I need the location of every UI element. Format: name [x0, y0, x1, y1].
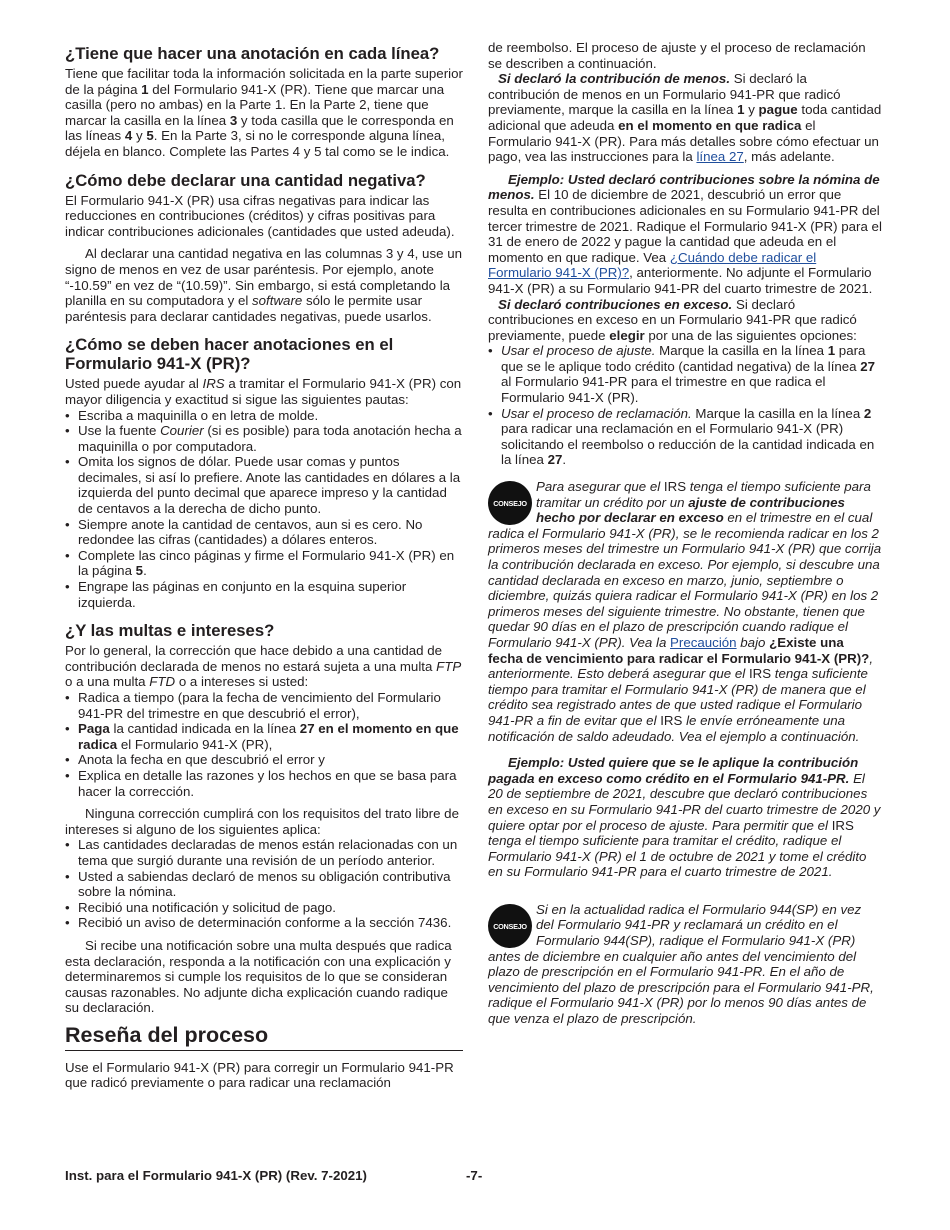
footer-form-reference: Inst. para el Formulario 941-X (PR) (Rev. 7-2021) [65, 1168, 367, 1183]
list-item: • Radica a tiempo (para la fecha de vencimiento del Formulario 941-PR del trimestre en que descubrió el error), [65, 690, 441, 721]
list-item: • Engrape las páginas en conjunto en la esquina superior izquierda. [65, 579, 407, 610]
link-cuando-debe-radicar[interactable]: ¿Cuándo debe radicar el Formulario 941-X (PR)? [488, 249, 817, 281]
list-item: • Explica en detalle las razones y los hechos en que se basa para hacer la corrección. [65, 767, 457, 799]
heading-cantidad-negativa: ¿Cómo debe declarar una cantidad negativa? [65, 170, 426, 190]
list-item: • Usted a sabiendas declaró de menos su obligación contributiva sobre la nómina. [65, 868, 451, 900]
page-number: -7- [466, 1168, 483, 1183]
tip-note [488, 902, 882, 1027]
list-item: • Recibió una notificación y solicitud de pago. [65, 899, 336, 915]
list-item: • Complete las cinco páginas y firme el Formulario 941-X (PR) en la página 5. [65, 547, 455, 579]
divider [65, 1050, 463, 1051]
list-item: • Use la fuente Courier (si es posible) para toda anotación hecha a maquinilla o por computadora. [65, 423, 462, 454]
tip-text: Para asegurar que el IRS tenga el tiempo suficiente para tramitar un crédito por un ajuste de contribuciones hecho por declarar en exceso en el trimestre en el cual radica el Formulario 941-X (PR), se le recomienda radicar en los 2 primeros meses del trimestre un Formulario 941-X (PR) que corrija la contribución declarada en exceso. Por ejemplo, si descubre una cantidad declarada en exceso en marzo, junio, septiembre o diciembre, quizás quiera radicar el Formulario 941-X (PR) en los 2 primeros meses del siguiente trimestre. No obstante, tienen que quedar 90 días en el plazo de prescripción cuando radique el Formulario 941-X (PR). Vea la Precaución bajo ¿Existe una fecha de vencimiento para radicar el Formulario 941-X (PR)?, anteriormente. Esto deberá asegurar que el IRS tenga suficiente tiempo para tramitar el Formulario 941-X (PR) de manera que el crédito sea registrado antes de que usted radique el Formulario 941-PR a fin de evitar que el IRS le envíe erróneamente una notificación de saldo adeudado. Vea el ejemplo a continuación. [488, 479, 882, 744]
list-item: • Anota la fecha en que descubrió el error y [65, 752, 325, 768]
consejo-icon: CONSEJO [488, 904, 532, 948]
left-column [65, 40, 463, 1091]
tip-note [488, 479, 882, 744]
list-item: • Usar el proceso de ajuste. Marque la casilla en la línea 1 para que se le aplique todo crédito (cantidad negativa) de la línea 27 al Formulario 941-PR para el trimestre en que radica el Formulario 941-X (PR). [488, 343, 876, 406]
paragraph: Ejemplo: Usted declaró contribuciones sobre la nómina de menos. El 10 de diciembre de 2021, descubrió un error que resulta en contribuciones adicionales en su Formulario 941-PR del tercer trimestre de 2021. Radique el Formulario 941-X (PR) para el 31 de enero de 2022 y pague la cantidad que adeuda en el momento en que radique. Vea ¿Cuándo debe radicar el Formulario 941-X (PR)?, anteriormente. No adjunte el Formulario 941-X (PR) a su Formulario 941-PR del cuarto trimestre de 2021. [488, 171, 882, 296]
paragraph: El Formulario 941-X (PR) usa cifras negativas para indicar las reducciones en contribuciones (créditos) y cifras positivas para indicar contribuciones adicionales (cantidades que usted adeuda). [65, 192, 455, 239]
list-item: • Recibió un aviso de determinación conforme a la sección 7436. [65, 915, 452, 931]
list-item: • Siempre anote la cantidad de centavos, aun si es cero. No redondee las cifras (cantidades) a dólares enteros. [65, 516, 423, 548]
right-column [488, 40, 882, 1027]
list-item: • Paga la cantidad indicada en la línea 27 en el momento en que radica el Formulario 941-X (PR), [65, 721, 459, 752]
list-item: • Usar el proceso de reclamación. Marque la casilla en la línea 2 para radicar una reclamación en el Formulario 941-X (PR) solicitando el reembolso o reducción de la cantidad indicada en la línea 27. [488, 405, 875, 468]
paragraph: Si declaró la contribución de menos. Si declaró la contribución de menos en un Formulario 941-PR que radicó previamente, marque la casilla en la línea 1 y pague toda cantidad adicional que adeuda en el momento en que radica el Formulario 941-X (PR). Para más detalles sobre cómo efectuar un pago, vea las instrucciones para la línea 27, más adelante. [488, 71, 882, 165]
list-item: • Escriba a maquinilla o en letra de molde. [65, 407, 319, 423]
heading-resena-del-proceso: Reseña del proceso [65, 1022, 269, 1047]
paragraph: Si declaró contribuciones en exceso. Si declaró contribuciones en exceso en un Formulario 941-PR que radicó previamente, puede elegir por una de las siguientes opciones: [488, 296, 857, 343]
list-item: • Las cantidades declaradas de menos están relacionadas con un tema que surgió durante una revisión de un período anterior. [65, 837, 458, 868]
paragraph: Por lo general, la corrección que hace debido a una cantidad de contribución declarada de menos no estará sujeta a una multa FTP o a una multa FTD o a intereses si usted: [65, 643, 462, 690]
paragraph: Usted puede ayudar al IRS a tramitar el Formulario 941-X (PR) con mayor diligencia y exactitud si sigue las siguientes pautas: [65, 376, 462, 407]
heading-anotacion-cada-linea: ¿Tiene que hacer una anotación en cada línea? [65, 44, 440, 63]
paragraph: Use el Formulario 941-X (PR) para corregir un Formulario 941-PR que radicó previamente o para radicar una reclamación [65, 1059, 454, 1091]
link-linea-27[interactable]: línea 27 [696, 149, 744, 165]
consejo-icon: CONSEJO [488, 481, 532, 525]
link-precaucion[interactable]: Precaución [670, 634, 737, 650]
paragraph: de reembolso. El proceso de ajuste y el proceso de reclamación se describen a continuación. [488, 40, 866, 71]
paragraph: Tiene que facilitar toda la información solicitada en la parte superior de la página 1 del Formulario 941-X (PR). Tiene que marcar una casilla (pero no ambas) en la Parte 1. En la Parte 2, tiene que marcar la casilla en la línea 3 y toda casilla que le corresponda en las líneas 4 y 5. En la Parte 3, si no le corresponde alguna línea, déjela en blanco. Complete las Partes 4 y 5 tal como se le indica. [65, 66, 463, 159]
list-item: • Omita los signos de dólar. Puede usar comas y puntos decimales, si así lo prefiere. Anote las cantidades en dólares a la izquierda del punto decimal que aparece impreso y la cantidad de centavos a la derecha de dicho punto. [65, 454, 461, 517]
paragraph: Si recibe una notificación sobre una multa después que radica esta declaración, responda a la notificación con una explicación y determinaremos si cumple los requisitos de lo que se consideran causas razonables. No adjunte dicha explicación cuando radique su declaración. [65, 937, 452, 1016]
heading-multas: ¿Y las multas e intereses? [65, 621, 275, 641]
tip-text: Si en la actualidad radica el Formulario 944(SP) en vez del Formulario 941-PR y reclamará un crédito en el Formulario 944(SP), radique el Formulario 941-X (PR) antes de diciembre en cualquier año antes del vencimiento del plazo de prescripción en el Formulario 941-PR. En el año de vencimiento del plazo de prescripción para el Formulario 941-PR, radique el Formulario 941-X (PR) por lo menos 90 días antes de que venza el plazo de prescripción. [488, 901, 874, 1027]
paragraph: Ejemplo: Usted quiere que se le aplique la contribución pagada en exceso como crédito en el Formulario 941-PR. El 20 de septiembre de 2021, descubre que declaró contribuciones en exceso en su Formulario 941-PR del cuarto trimestre de 2020 y quiere optar por el proceso de ajuste. Para permitir que el IRS tenga el tiempo suficiente para tramitar el crédito, radique el Formulario 941-X (PR) el 1 de octubre de 2021 y tome el crédito en su Formulario 941-PR para el cuarto trimestre de 2021. [488, 755, 881, 880]
paragraph: Ninguna corrección cumplirá con los requisitos del trato libre de intereses si alguno de los siguientes aplica: [65, 806, 459, 837]
heading-anotaciones: ¿Cómo se deben hacer anotaciones en el Formulario 941-X (PR)? [65, 335, 394, 374]
paragraph: Al declarar una cantidad negativa en las columnas 3 y 4, use un signo de menos en vez de usar paréntesis. Por ejemplo, anote “-10.59” en vez de “(10.59)”. Sin embargo, si está completando la planilla en su computadora y el software sólo le permite usar paréntesis para declarar cantidades negativas, puede usarlos. [65, 246, 462, 324]
